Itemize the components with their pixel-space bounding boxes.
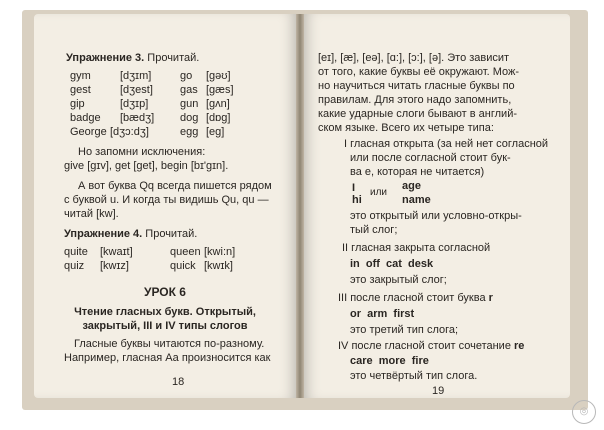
transcription: [dʒest]	[120, 84, 153, 96]
exceptions-intro: Но запомни исключения:	[78, 146, 206, 158]
watermark-icon: ◎	[572, 400, 596, 424]
word: badge	[70, 112, 101, 124]
syllable-type-2-examples: in off cat desk	[350, 258, 434, 270]
syllable-type-3-examples: or arm first	[350, 308, 415, 320]
example-word: age	[402, 180, 421, 192]
transcription: [gæs]	[206, 84, 234, 96]
syllable-type-4	[338, 340, 524, 353]
paragraph-line: от того, какие буквы её окружают. Мож-	[318, 66, 520, 78]
qq-rule-line-3: читай [kw].	[64, 208, 119, 220]
exercise-3-instruction: Прочитай.	[147, 52, 200, 64]
exercise-3-title: Упражнение 3.	[66, 52, 145, 64]
exercise-4-instruction: Прочитай.	[145, 228, 198, 240]
transcription: [dɒg]	[206, 112, 231, 124]
body-line-2: Например, гласная Аа произносится как	[64, 352, 271, 364]
word: gas	[180, 84, 198, 96]
paragraph-line: правилам. Для этого надо запомнить,	[318, 94, 512, 106]
syllable-type-4-text: IV после гласной стоит сочетание	[338, 340, 511, 352]
syllable-type-1-cont: или после согласной стоит бук-	[350, 152, 511, 164]
transcription: [dʒɔ:dʒ]	[110, 126, 149, 138]
section-title-line-1: Чтение гласных букв. Открытый,	[74, 306, 256, 318]
transcription: [gəʊ]	[206, 70, 231, 82]
syllable-type-1-cont: ва е, которая не читается)	[350, 166, 485, 178]
paragraph-line: ском языке. Всего их четыре типа:	[318, 122, 494, 134]
word: gun	[180, 98, 199, 110]
transcription: [eg]	[206, 126, 225, 138]
syllable-type-4-note: это четвёртый тип слога.	[350, 370, 478, 382]
transcription: [kwɪz]	[100, 260, 129, 272]
syllable-type-1-note: это открытый или условно-откры-	[350, 210, 522, 222]
paragraph-line: но научиться читать гласные буквы по	[318, 80, 515, 92]
syllable-type-1: I гласная открыта (за ней нет согласной	[344, 138, 549, 150]
example-word: I	[352, 182, 356, 194]
example-word: name	[402, 194, 431, 206]
syllable-type-3-note: это третий тип слога;	[350, 324, 459, 336]
page-number: 18	[172, 376, 185, 388]
qq-rule-line-1: А вот буква Qq всегда пишется рядом	[78, 180, 272, 192]
lesson-title: УРОК 6	[144, 285, 186, 299]
word: queen	[170, 246, 201, 258]
letters-re: re	[514, 340, 525, 352]
page-number: 19	[432, 385, 445, 397]
word: gym	[70, 70, 91, 82]
qq-rule-line-2: с буквой u. И когда ты видишь Qu, qu —	[64, 194, 269, 206]
syllable-type-3	[338, 292, 493, 305]
syllable-type-2: II гласная закрыта согласной	[342, 242, 491, 254]
example-word: hi	[352, 194, 362, 206]
word: dog	[180, 112, 199, 124]
transcription: [dʒɪp]	[120, 98, 149, 110]
paragraph-line: [eɪ], [æ], [eə], [ɑ:], [ɔ:], [ə]. Это зависит	[318, 52, 510, 64]
word: egg	[180, 126, 199, 138]
transcription: [dʒɪm]	[120, 70, 152, 82]
syllable-type-2-note: это закрытый слог;	[350, 274, 447, 286]
exercise-4-heading	[64, 228, 197, 241]
word: gest	[70, 84, 91, 96]
exercise-4-title: Упражнение 4.	[64, 228, 143, 240]
section-title-line-2: закрытый, III и IV типы слогов	[82, 320, 248, 332]
body-line-1: Гласные буквы читаются по-разному.	[74, 338, 265, 350]
letter-r: r	[488, 292, 493, 304]
syllable-type-1-note: тый слог;	[350, 224, 398, 236]
exercise-3-heading	[66, 52, 199, 65]
transcription: [bædʒ]	[120, 112, 155, 124]
exceptions-list: give [gɪv], get [get], begin [bɪ'gɪn].	[64, 160, 229, 172]
conjunction: или	[370, 187, 388, 198]
transcription: [kwaɪt]	[100, 246, 133, 258]
transcription: [kwi:n]	[204, 246, 236, 258]
syllable-type-4-examples: care more fire	[350, 355, 429, 367]
transcription: [kwɪk]	[204, 260, 233, 272]
syllable-type-3-text: III после гласной стоит буква	[338, 292, 486, 304]
right-page	[304, 14, 570, 398]
word: gip	[70, 98, 85, 110]
paragraph-line: какие ударные слоги бывают в англий-	[318, 108, 517, 120]
word: quick	[170, 260, 196, 272]
word: quiz	[64, 260, 85, 272]
word: quite	[64, 246, 88, 258]
transcription: [gʌn]	[206, 98, 230, 110]
word: go	[180, 70, 193, 82]
book-spine	[296, 14, 304, 398]
word: George	[70, 126, 107, 138]
left-page	[34, 14, 296, 398]
